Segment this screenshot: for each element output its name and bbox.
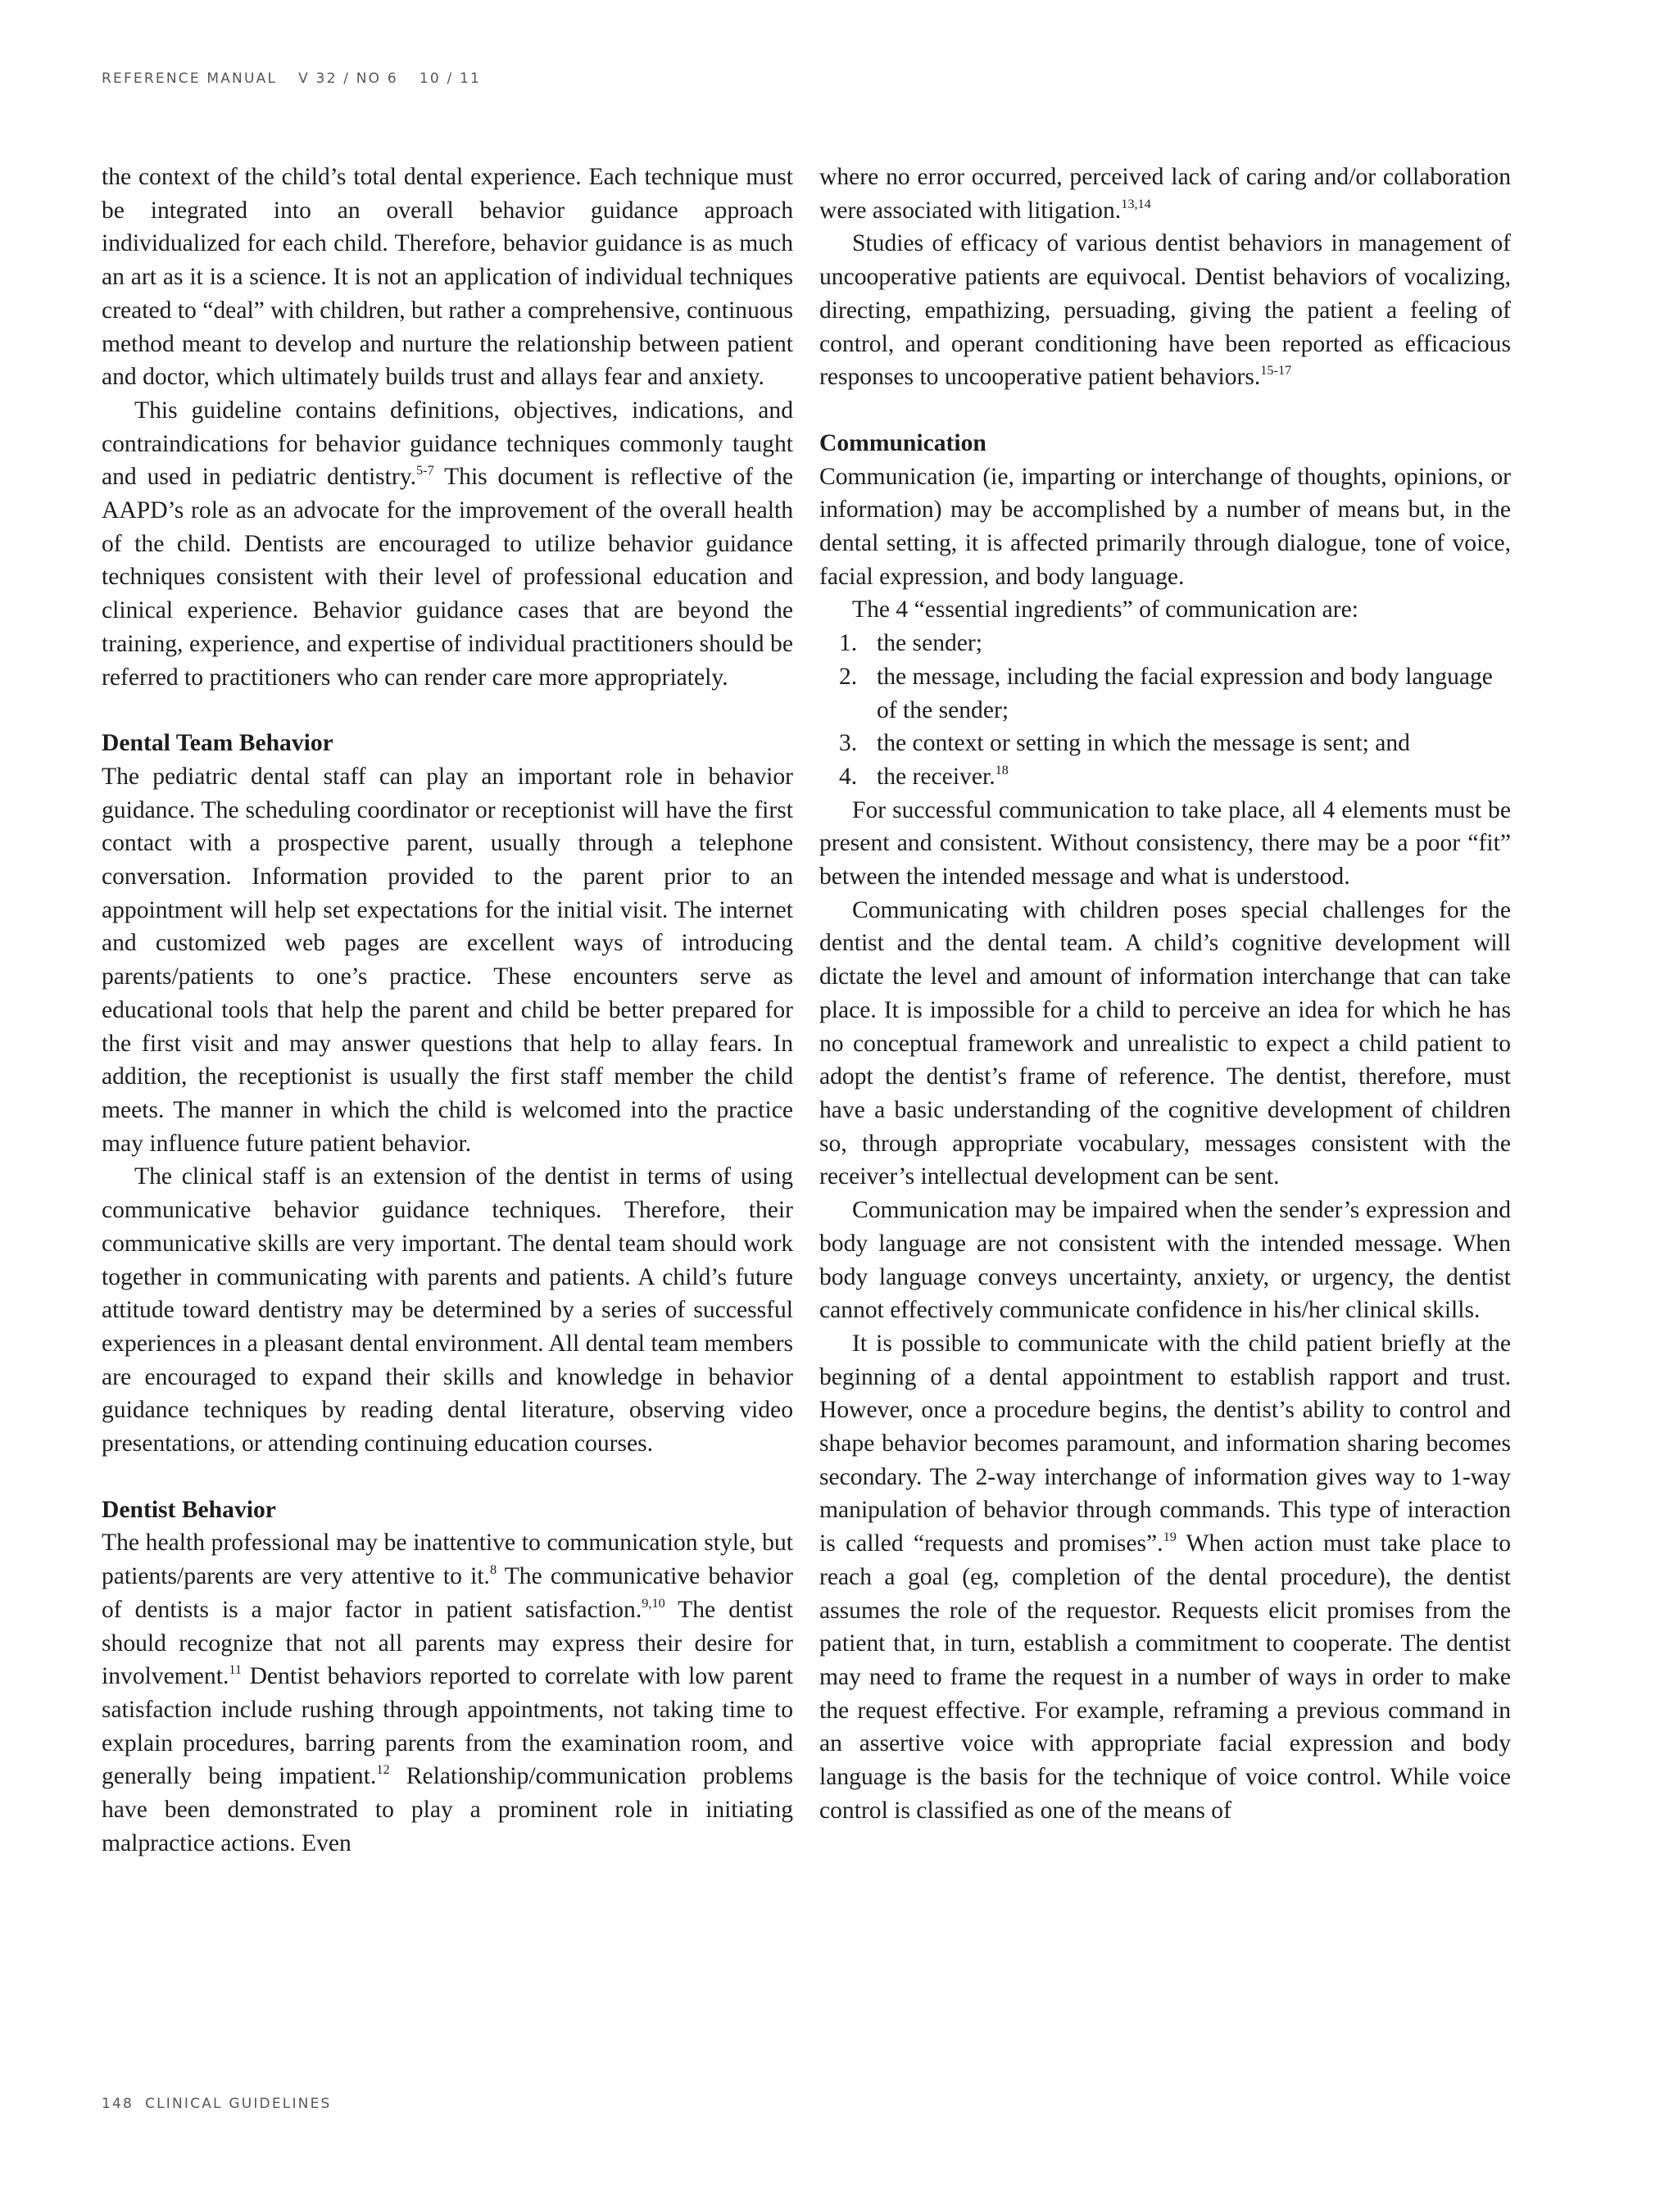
paragraph: Communication may be impaired when the sender’s expression and body language are not consistent with the intended message. When body language conveys uncertainty, anxiety, or urgency, the dentist cannot effectively communicate confidence in his/her clinical skills. <box>819 1197 1511 1324</box>
text-run: Studies of efficacy of various dentist behaviors in management of uncooperative patients are equivocal. Dentist behaviors of vocalizing, directing, empathizing, persuading, giving the patient a feeling of control, and operant conditioning have been reported as efficacious responses to uncooperative patient behaviors. <box>819 230 1511 391</box>
journal-name: REFERENCE MANUAL <box>102 70 278 87</box>
text-run: where no error occurred, perceived lack of caring and/or collaboration were associated with litigation. <box>819 164 1511 224</box>
list-item <box>819 760 1511 794</box>
paragraph: the context of the child’s total dental experience. Each technique must be integrated into an overall behavior guidance approach individualized for each child. Therefore, behavior guidance is as much an art as it is a science. It is not an application of individual techniques created to “deal” with children, but rather a comprehensive, continuous method meant to develop and nurture the relationship between patient and doctor, which ultimately builds trust and allays fear and anxiety. <box>102 164 793 391</box>
section-name: CLINICAL GUIDELINES <box>145 2096 332 2112</box>
paragraph <box>819 1327 1511 1828</box>
text-run: Dentist behaviors reported to correlate with low parent satisfaction include rushing through appointments, not taking time to explain procedures, barring parents from the examination room, and generally being impatient. <box>102 1663 793 1790</box>
text-run: When action must take place to reach a goal (eg, completion of the dental procedure), the dentist assumes the role of the requestor. Requests elicit promises from the patient that, in turn, establish a commitment to cooperate. The dentist may need to frame the request in a number of ways in order to make the request effective. For example, reframing a previous command in an assertive voice with appropriate facial expression and body language is the basis for the technique of voice control. While voice control is classified as one of the means of <box>819 1530 1511 1824</box>
citation: 12 <box>376 1761 390 1778</box>
ingredients-list <box>819 627 1511 794</box>
citation: 19 <box>1163 1528 1177 1544</box>
paragraph: Communication (ie, imparting or interchange of thoughts, opinions, or information) may be accomplished by a number of means but, in the dental setting, it is affected primarily through dialogue, tone of voice, facial expression, and body language. <box>819 463 1511 590</box>
citation: 11 <box>229 1661 243 1678</box>
section-heading-dental-team-behavior: Dental Team Behavior <box>102 730 333 757</box>
page-number: 148 <box>102 2096 134 2112</box>
list-number: 2. <box>839 663 858 690</box>
citation: 5-7 <box>416 462 434 478</box>
section-heading-dentist-behavior: Dentist Behavior <box>102 1496 276 1523</box>
list-text: the sender; <box>877 630 983 657</box>
running-head <box>102 70 502 87</box>
text-run: The health professional may be inattentive to communication style, but patients/parents are very attentive to it. <box>102 1530 793 1590</box>
citation: 13,14 <box>1121 195 1151 211</box>
paragraph: The clinical staff is an extension of the dentist in terms of using communicative behavior guidance techniques. Therefore, their communicative skills are very important. The dental team should work together in communicating with parents and patients. A child’s future attitude toward dentistry may be determined by a series of successful experiences in a pleasant dental environment. All dental team members are encouraged to expand their skills and knowledge in behavior guidance techniques by reading dental literature, observing video presentations, or attending continuing education courses. <box>102 1163 793 1457</box>
text-run: The dentist should recognize that not all parents may express their desire for involvement. <box>102 1596 793 1690</box>
section-heading-communication: Communication <box>819 429 986 456</box>
paragraph <box>102 394 793 694</box>
issue-date: 10 / 11 <box>419 70 482 87</box>
left-column <box>102 161 793 1860</box>
citation: 9,10 <box>642 1594 665 1611</box>
text-run: It is possible to communicate with the child patient briefly at the beginning of a dental appointment to establish rapport and trust. However, once a procedure begins, the dentist’s ability to control and shape behavior becomes paramount, and information sharing becomes secondary. The 2-way interchange of information gives way to 1-way manipulation of behavior through commands. This type of interaction is called “requests and promises”. <box>819 1330 1511 1557</box>
text-run: The communicative behavior of dentists is a major factor in patient satisfaction. <box>102 1563 793 1623</box>
right-column <box>819 161 1511 1827</box>
list-number: 4. <box>839 763 858 790</box>
list-text: the message, including the facial expression and body language of the sender; <box>877 663 1493 723</box>
paragraph <box>102 1526 793 1860</box>
text-run: This document is reflective of the AAPD’s role as an advocate for the improvement of the overall health of the child. Dentists are encouraged to utilize behavior guidance techniques consistent with their level of professional education and clinical experience. Behavior guidance cases that are beyond the training, experience, and expertise of individual practitioners should be referred to practitioners who can render care more appropriately. <box>102 464 793 691</box>
citation: 8 <box>489 1561 497 1577</box>
list-number: 3. <box>839 730 858 757</box>
paragraph: The pediatric dental staff can play an important role in behavior guidance. The scheduling coordinator or receptionist will have the first contact with a prospective parent, usually through a telephone conversation. Information provided to the parent prior to an appointment will help set expectations for the initial visit. The internet and customized web pages are excellent ways of introducing parents/patients to one’s practice. These encounters serve as educational tools that help the parent and child be better prepared for the first visit and may answer questions that help to allay fears. In addition, the receptionist is usually the first staff member the child meets. The manner in which the child is welcomed into the practice may influence future patient behavior. <box>102 763 793 1157</box>
list-item <box>819 660 1511 727</box>
paragraph <box>819 227 1511 394</box>
list-item <box>819 627 1511 660</box>
text-run: Relationship/communication problems have been demonstrated to play a prominent role in initiating malpractice actions. Even <box>102 1763 793 1856</box>
citation: 15-17 <box>1260 362 1292 378</box>
page-footer <box>102 2096 332 2112</box>
list-number: 1. <box>839 630 858 657</box>
paragraph: Communicating with children poses special challenges for the dentist and the dental team. A child’s cognitive development will dictate the level and amount of information interchange that can take place. It is impossible for a child to perceive an idea for which he has no conceptual framework and unrealistic to expect a child patient to adopt the dentist’s frame of reference. The dentist, therefore, must have a basic understanding of the cognitive development of children so, through appropriate vocabulary, messages consistent with the receiver’s intellectual development can be sent. <box>819 896 1511 1190</box>
list-item <box>819 727 1511 760</box>
citation: 18 <box>995 761 1009 777</box>
list-text: the receiver. <box>877 763 995 790</box>
volume-issue: V 32 / NO 6 <box>298 70 398 87</box>
list-text: the context or setting in which the message is sent; and <box>877 730 1410 757</box>
paragraph: The 4 “essential ingredients” of communication are: <box>852 596 1358 623</box>
text-run: This guideline contains definitions, objectives, indications, and contraindications for behavior guidance techniques commonly taught and used in pediatric dentistry. <box>102 397 793 491</box>
paragraph: For successful communication to take place, all 4 elements must be present and consistent. Without consistency, there may be a poor “fit” between the intended message and what is understood. <box>819 796 1511 891</box>
paragraph <box>819 161 1511 227</box>
